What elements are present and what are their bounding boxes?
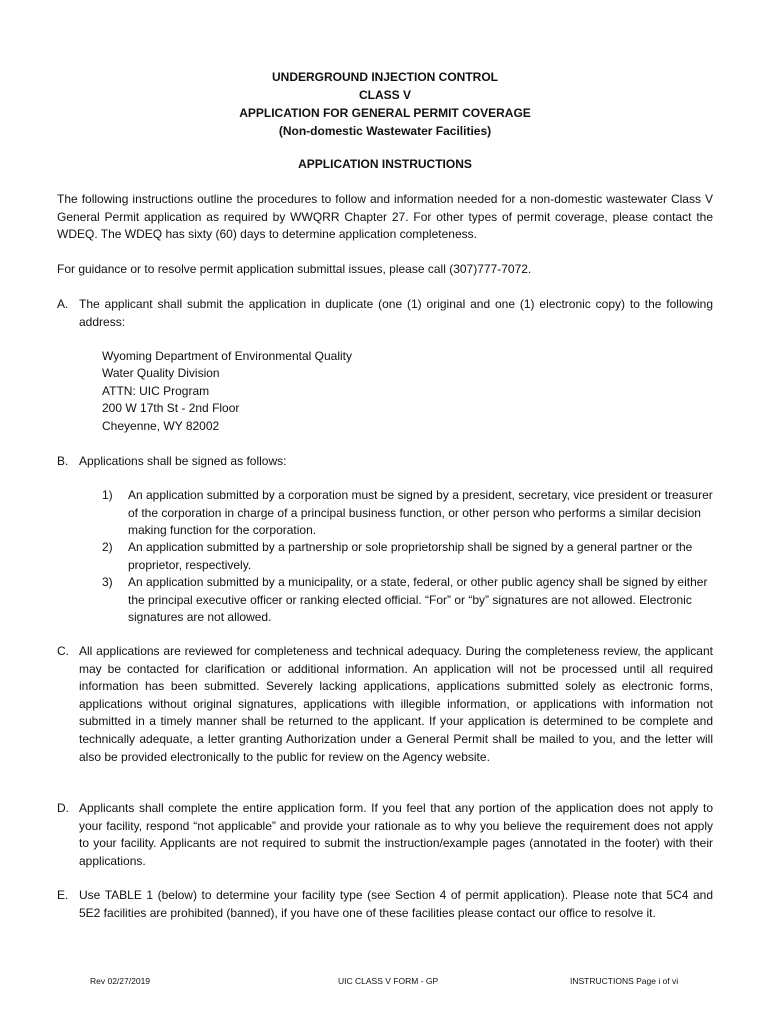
address-line: ATTN: UIC Program [102,384,210,398]
list-item-number: 1) [102,488,113,502]
intro-paragraph: The following instructions outline the procedures to follow and information needed for a non-domestic wastewater Class V General Permit application as required by WWQRR Chapter 27. For other types of permit coverage, please contact the WDEQ. The WDEQ has sixty (60) days to determine application completeness. [57,192,713,242]
footer-revision: Rev 02/27/2019 [90,976,151,986]
section-e-text: Use TABLE 1 (below) to determine your facility type (see Section 4 of permit application). Please note that 5C4 and 5E2 facilities are prohibited (banned), if you have one of these facilities please contact our office to resolve it. [79,888,713,920]
list-item-number: 2) [102,540,113,554]
section-c-label: C. [57,644,69,658]
section-b-label: B. [57,454,69,468]
title-line-2: CLASS V [358,88,411,102]
section-c-text: All applications are reviewed for completeness and technical adequacy. During the completeness review, the applicant may be contacted for clarification or additional information. An application will not be processed until all required information has been submitted. Severely lacking applications, applications submitted solely as electronic forms, applications without original signatures, applications with illegible information, or applications with information not submitted in a timely manner shall be returned to the applicant. If your application is determined to be complete and technically adequate, a letter granting Authorization under a General Permit shall be mailed to you, and the letter will also be provided electronically to the public for review on the Agency website. [79,644,713,764]
section-e-label: E. [57,888,69,902]
address-line: 200 W 17th St - 2nd Floor [102,401,240,415]
section-d-text: Applicants shall complete the entire application form. If you feel that any portion of the application does not apply to your facility, respond “not applicable” and provide your rationale as to why you believe the requirement does not apply to your facility. Applicants are not required to submit the instruction/example pages (annotated in the footer) with their applications. [79,801,713,868]
guidance-paragraph: For guidance or to resolve permit application submittal issues, please call (307)777-7072. [57,262,532,276]
list-item: An application submitted by a municipality, or a state, federal, or other public agency shall be signed by either the principal executive officer or ranking elected official. “For” or “by” signatures are not allowed. Electronic signatures are not allowed. [128,575,708,625]
address-line: Wyoming Department of Environmental Quality [102,349,352,363]
list-item-number: 3) [102,575,113,589]
section-a-text: The applicant shall submit the application in duplicate (one (1) original and one (1) electronic copy) to the following address: [79,297,713,329]
title-line-1: UNDERGROUND INJECTION CONTROL [271,70,498,84]
footer-form-name: UIC CLASS V FORM - GP [338,976,439,986]
list-item: An application submitted by a partnership or sole proprietorship shall be signed by a general partner or the proprietor, respectively. [128,540,693,572]
list-item: An application submitted by a corporation must be signed by a president, secretary, vice president or treasurer of the corporation in charge of a principal business function, or other person who performs a similar decision making function for the corporation. [128,488,713,538]
section-b-text: Applications shall be signed as follows: [79,454,287,468]
address-line: Water Quality Division [102,366,220,380]
title-line-4: (Non-domestic Wastewater Facilities) [278,124,492,138]
title-line-3: APPLICATION FOR GENERAL PERMIT COVERAGE [239,106,531,120]
address-line: Cheyenne, WY 82002 [102,419,220,433]
instructions-title: APPLICATION INSTRUCTIONS [298,157,472,171]
section-a-label: A. [57,297,69,311]
section-d-label: D. [57,801,69,815]
footer-page-number: INSTRUCTIONS Page i of vi [570,976,679,986]
